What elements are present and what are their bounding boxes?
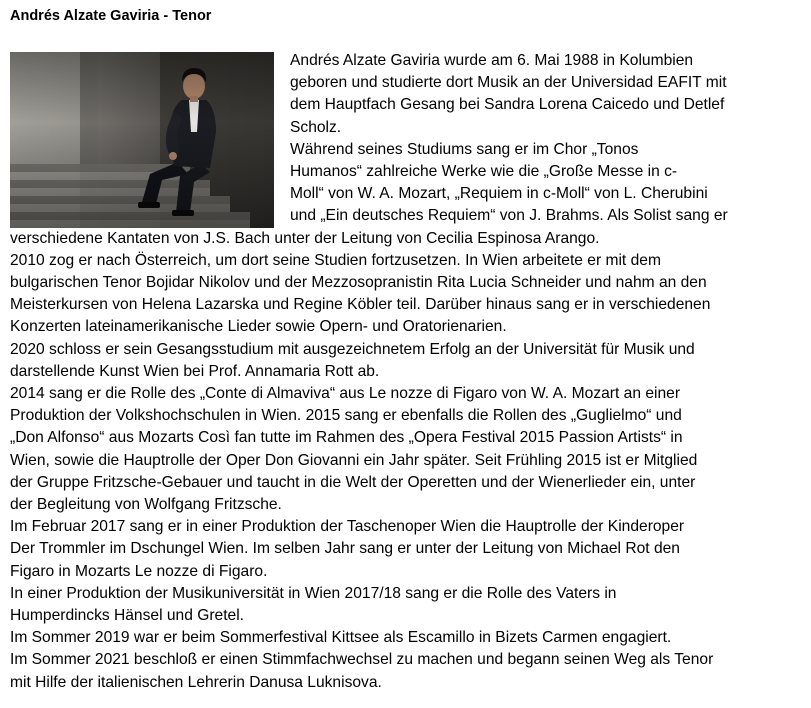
text-line: Produktion der Volkshochschulen in Wien. 2015 sang er ebenfalls die Rollen des „Guglielmo“ und — [10, 407, 682, 425]
text-line: verschiedene Kantaten von J.S. Bach unter der Leitung von Cecilia Espinosa Arango. — [10, 229, 600, 247]
text-line: Scholz. — [290, 118, 342, 136]
text-line: Moll“ von W. A. Mozart, „Requiem in c-Moll“ von L. Cherubini — [290, 185, 708, 203]
text-line: In einer Produktion der Musikuniversität in Wien 2017/18 sang er die Rolle des Vaters in — [10, 584, 617, 602]
text-line: Humperdincks Hänsel und Gretel. — [10, 607, 245, 625]
text-line: darstellende Kunst Wien bei Prof. Annamaria Rott ab. — [10, 362, 380, 380]
text-line: 2014 sang er die Rolle des „Conte di Almaviva“ aus Le nozze di Figaro von W. A. Mozart an einer — [10, 385, 681, 403]
text-line: Figaro in Mozarts Le nozze di Figaro. — [10, 562, 268, 580]
page-title: Andrés Alzate Gaviria - Tenor — [10, 8, 212, 24]
text-line: Im Februar 2017 sang er in einer Produktion der Taschenoper Wien die Hauptrolle der Kinderoper — [10, 518, 685, 536]
text-line: der Gruppe Fritzsche-Gebauer und taucht in die Welt der Operetten und der Wienerlieder ein, unter — [10, 473, 696, 491]
biography-text — [10, 50, 800, 694]
text-line: 2010 zog er nach Österreich, um dort seine Studien fortzusetzen. In Wien arbeitete er mit dem — [10, 251, 661, 269]
text-line: Im Sommer 2019 war er beim Sommerfestival Kittsee als Escamillo in Bizets Carmen engagiert. — [10, 629, 672, 647]
text-line: Humanos“ zahlreiche Werke wie die „Große Messe in c- — [290, 163, 678, 181]
text-line: Wien, sowie die Hauptrolle der Oper Don Giovanni ein Jahr später. Seit Frühling 2015 ist er Mitglied — [10, 451, 698, 469]
text-line: Andrés Alzate Gaviria wurde am 6. Mai 1988 in Kolumbien — [290, 52, 694, 69]
text-line: mit Hilfe der italienischen Lehrerin Danusa Luknisova. — [10, 673, 382, 691]
text-line: und „Ein deutsches Requiem“ von J. Brahms. Als Solist sang er — [290, 207, 728, 225]
text-line: Im Sommer 2021 beschloß er einen Stimmfachwechsel zu machen und begann seinen Weg als Tenor — [10, 651, 714, 669]
text-line: Konzerten lateinamerikanische Lieder sowie Opern- und Oratorienarien. — [10, 318, 507, 336]
text-line: bulgarischen Tenor Bojidar Nikolov und der Mezzosopranistin Rita Lucia Schneider und nahm an den — [10, 274, 707, 292]
text-line: geboren und studierte dort Musik an der Universidad EAFIT mit — [290, 74, 727, 92]
text-line: dem Hauptfach Gesang bei Sandra Lorena Caicedo und Detlef — [290, 96, 725, 114]
text-line: 2020 schloss er sein Gesangsstudium mit ausgezeichnetem Erfolg an der Universität für Musik und — [10, 340, 695, 358]
text-line: Meisterkursen von Helena Lazarska und Regine Köbler teil. Darüber hinaus sang er in verschiedenen — [10, 296, 711, 314]
text-line: Der Trommler im Dschungel Wien. Im selben Jahr sang er unter der Leitung von Michael Rot den — [10, 540, 680, 558]
text-line: Während seines Studiums sang er im Chor „Tonos — [290, 140, 639, 158]
text-line: „Don Alfonso“ aus Mozarts Così fan tutte im Rahmen des „Opera Festival 2015 Passion Artists“ in — [10, 429, 683, 447]
text-line: der Begleitung von Wolfgang Fritzsche. — [10, 496, 282, 514]
